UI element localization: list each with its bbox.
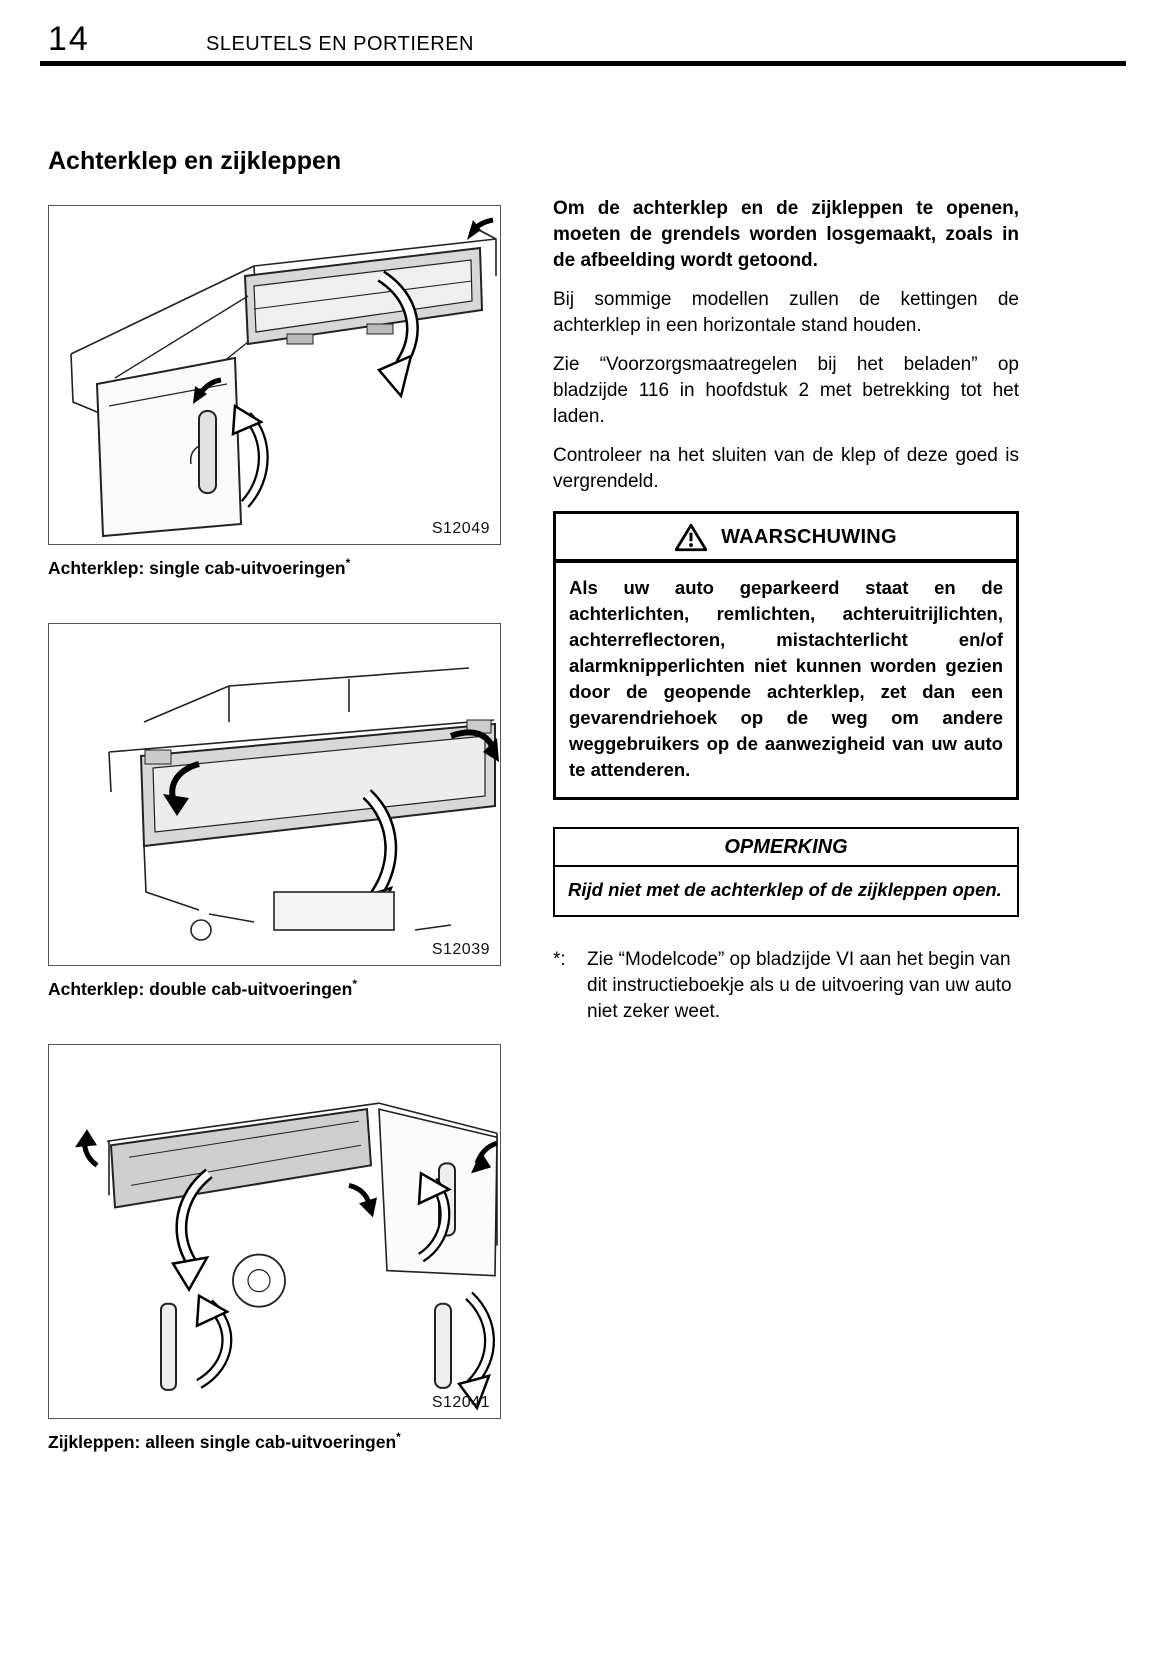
figure-tailgate-double-cab [48, 623, 501, 1000]
figure-caption [48, 1430, 501, 1453]
figure-caption [48, 556, 501, 579]
warning-header [556, 514, 1016, 563]
warning-box [553, 511, 1019, 800]
footnote-text: Zie “Modelcode” op bladzijde VI aan het begin van dit instructieboekje als u de uitvoering van uw auto niet zeker weet. [587, 949, 1012, 1022]
figure-frame [48, 205, 501, 545]
body-paragraph: Controleer na het sluiten van de klep of deze goed is vergrendeld. [553, 445, 1019, 492]
lead-paragraph: Om de achterklep en de zijkleppen te openen, moeten de grendels worden losgemaakt, zoals in de afbeelding wordt getoond. [553, 198, 1019, 271]
figure-caption [48, 977, 501, 1000]
figure-code: S12041 [431, 1393, 490, 1411]
tailgate-double-cab-illustration [49, 624, 500, 965]
figure-frame [48, 1044, 501, 1419]
figure-caption-text: Achterklep: double cab-uitvoeringen [48, 978, 353, 999]
warning-title: WAARSCHUWING [721, 526, 897, 548]
body-paragraph: Bij sommige modellen zullen de kettingen de achterklep in een horizontale stand houden. [553, 289, 1019, 336]
figure-tailgate-single-cab [48, 205, 501, 579]
figures-column [48, 205, 501, 1496]
figure-caption-text: Achterklep: single cab-uitvoeringen [48, 557, 346, 578]
header-title: SLEUTELS EN PORTIEREN [206, 33, 474, 55]
note-text: Rijd niet met de achterklep of de zijkleppen open. [568, 879, 1002, 900]
footnote-marker: * [352, 976, 358, 991]
tailgate-single-cab-illustration [49, 206, 500, 544]
footnote [553, 947, 1019, 1025]
page-number: 14 [48, 20, 90, 58]
figure-code: S12039 [431, 940, 490, 958]
footnote-marker: * [396, 1429, 401, 1444]
text-column [553, 196, 1019, 1025]
footnote-marker: * [345, 556, 351, 570]
figure-caption-text: Zijkleppen: alleen single cab-uitvoeringen [48, 1431, 397, 1452]
warning-text: Als uw auto geparkeerd staat en de achterlichten, remlichten, achteruitrijlichten, achterreflectoren, mistachterlicht en/of alarmknipperlichten niet kunnen worden gezien door de geopende achterklep, zet dan een gevarendriehoek op de weg om andere weggebruikers op de aanwezigheid van uw auto te attenderen. [569, 577, 1003, 780]
note-box [553, 827, 1019, 917]
warning-triangle-icon [675, 523, 707, 552]
figure-side-gates-single-cab [48, 1044, 501, 1453]
header-rule [40, 61, 1126, 66]
figure-frame [48, 623, 501, 966]
footnote-marker: *: [553, 949, 566, 970]
section-title: Achterklep en zijkleppen [48, 147, 342, 175]
note-title: OPMERKING [555, 829, 1017, 867]
figure-code: S12049 [431, 520, 490, 537]
body-paragraph: Zie “Voorzorgsmaatregelen bij het beladen” op bladzijde 116 in hoofdstuk 2 met betrekking tot het laden. [553, 354, 1019, 427]
side-gates-illustration [49, 1045, 500, 1418]
